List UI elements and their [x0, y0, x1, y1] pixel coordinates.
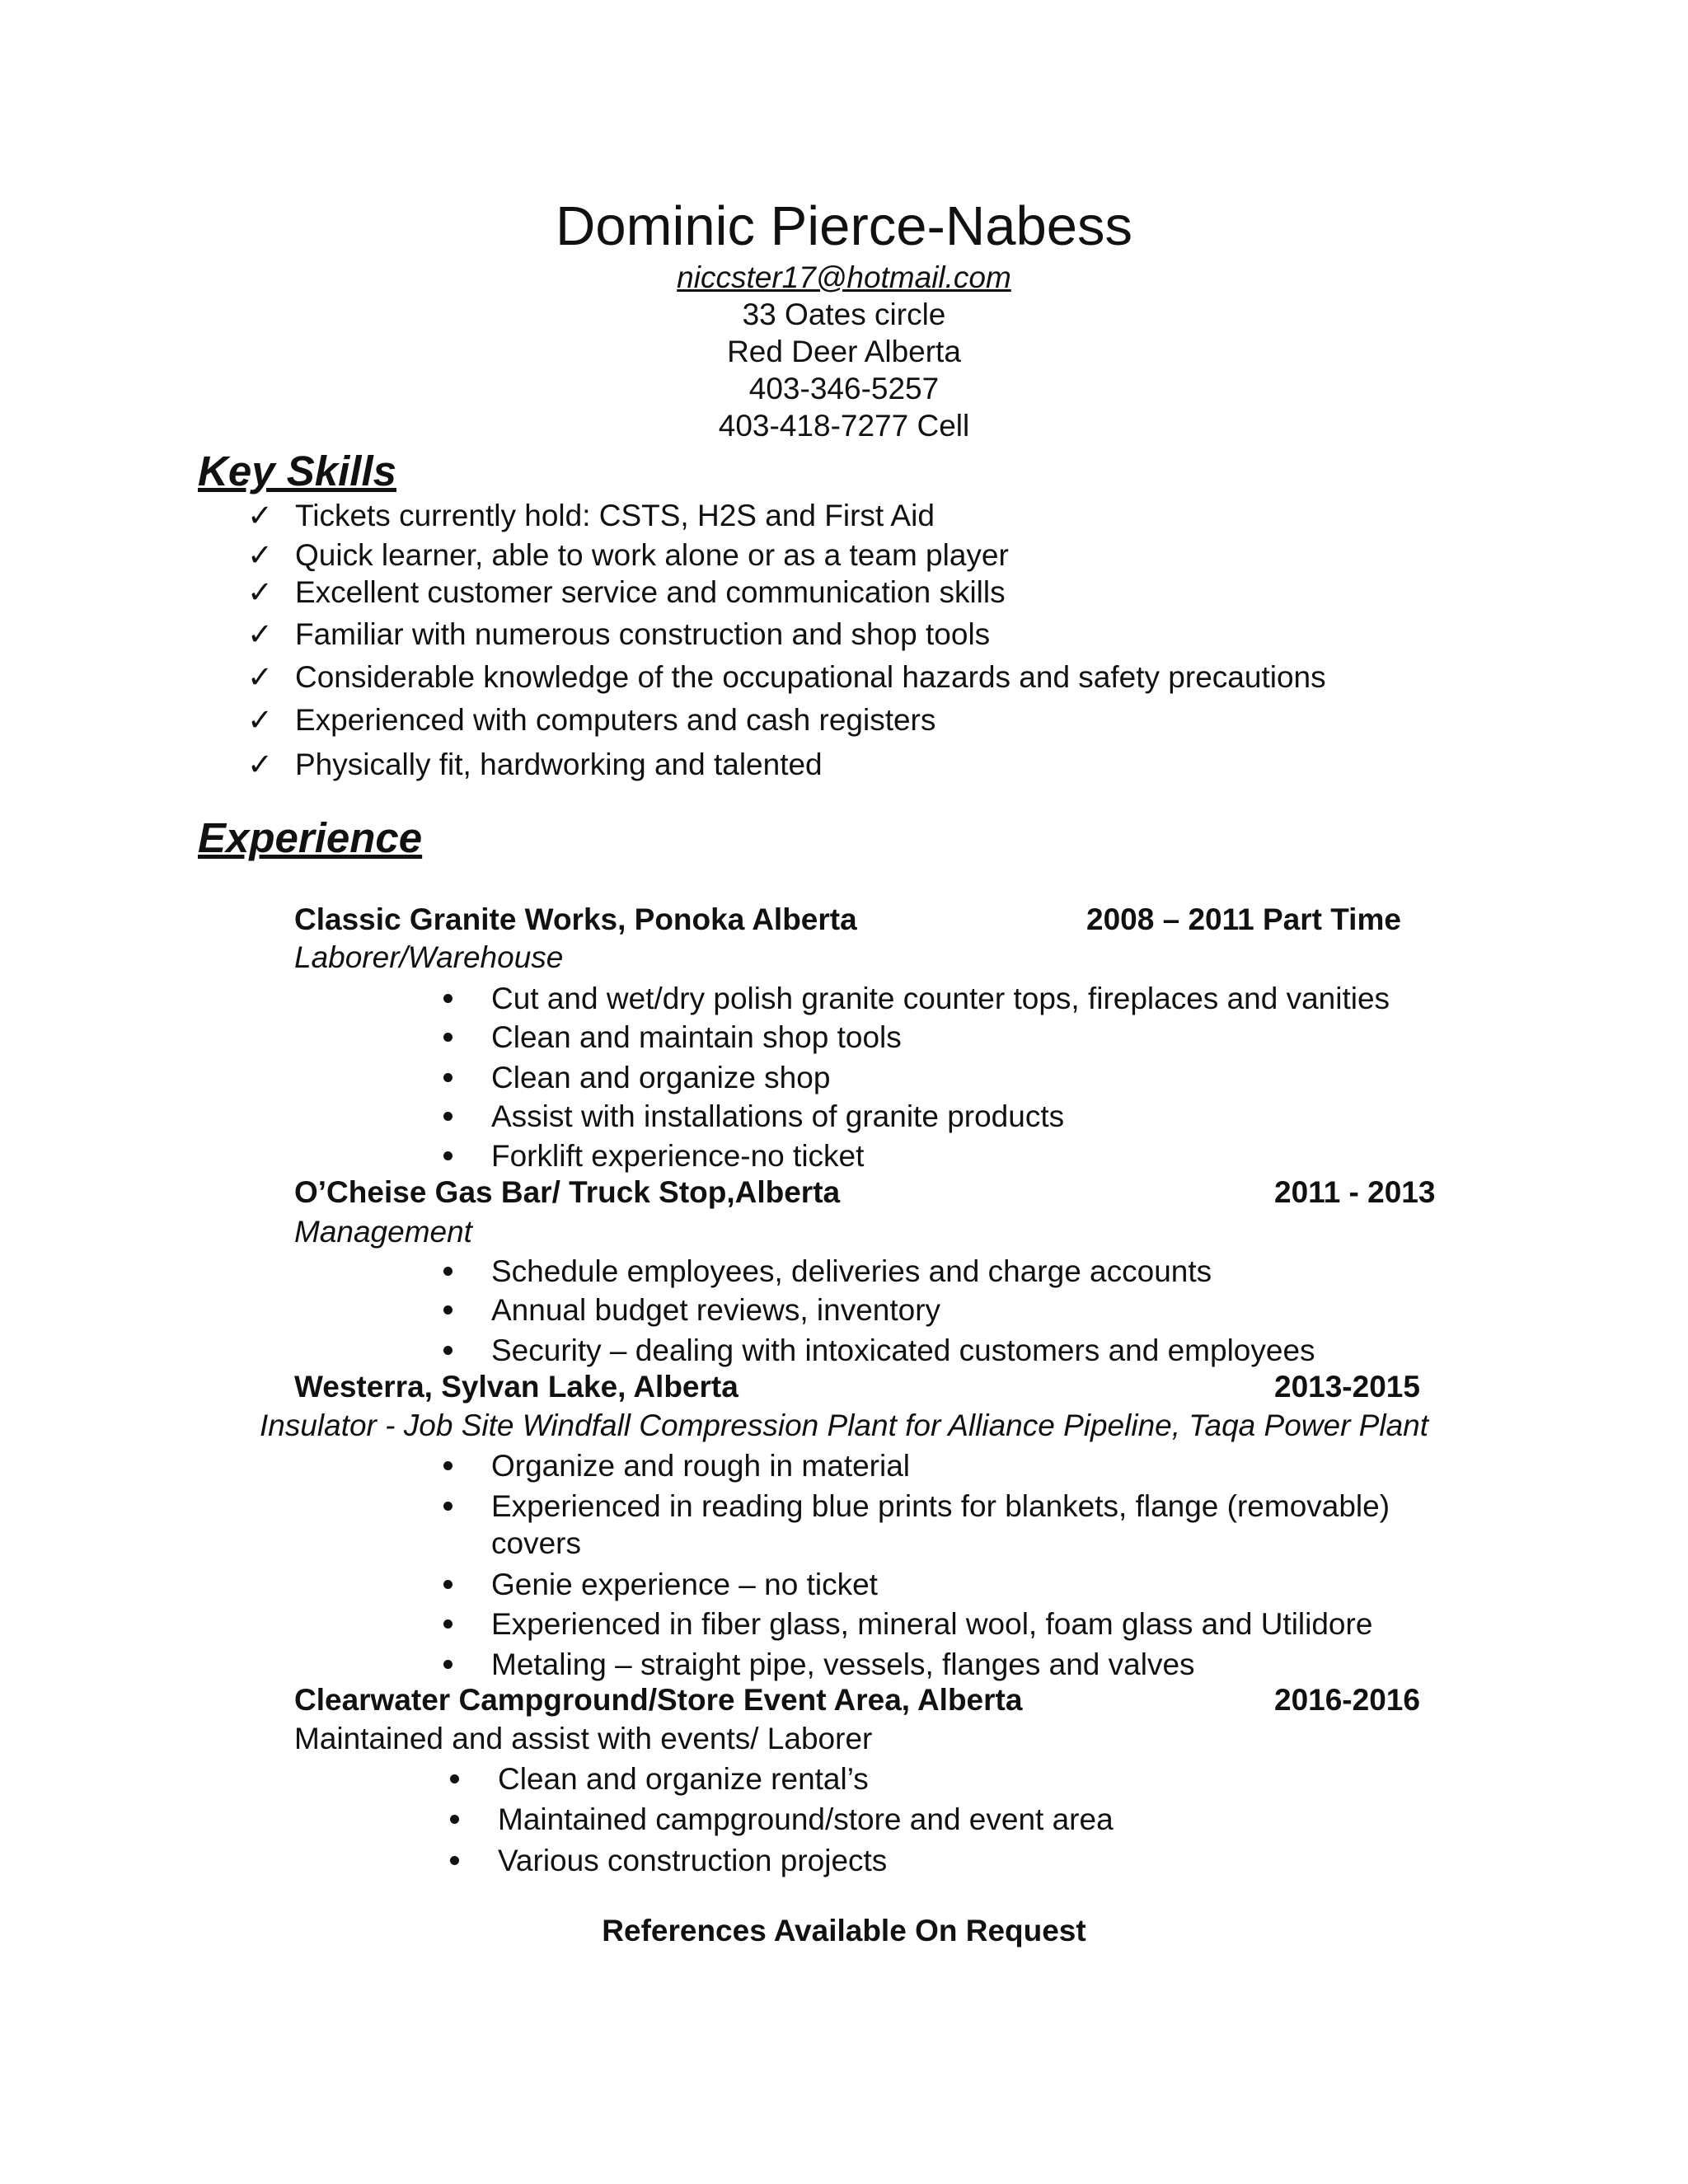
checkmark-icon: ✓ [247, 499, 274, 532]
job-employer: Westerra, Sylvan Lake, Alberta [294, 1370, 738, 1404]
key-skills-heading: Key Skills [198, 448, 396, 494]
duty-text: Maintained campground/store and event area [498, 1802, 1114, 1836]
checkmark-icon: ✓ [247, 617, 274, 651]
job-role: Insulator - Job Site Windfall Compression Plant for Alliance Pipeline, Taqa Power Plant [259, 1408, 1429, 1442]
job-employer: Classic Granite Works, Ponoka Alberta [294, 902, 857, 936]
address-line-1: 33 Oates circle [742, 298, 946, 331]
duty-text: Clean and maintain shop tools [491, 1020, 902, 1054]
references-note: References Available On Request [602, 1914, 1086, 1947]
skill-text: Excellent customer service and communication skills [295, 575, 1006, 609]
job-dates: 2011 - 2013 [1274, 1175, 1436, 1209]
bullet-icon [443, 1660, 452, 1669]
phone-number: 403-346-5257 [748, 372, 940, 405]
job-employer: O’Cheise Gas Bar/ Truck Stop,Alberta [294, 1175, 841, 1209]
duty-text: Assist with installations of granite products [491, 1099, 1065, 1133]
bullet-icon [443, 1502, 452, 1511]
checkmark-icon: ✓ [247, 703, 274, 737]
bullet-icon [443, 994, 452, 1003]
skill-text: Experienced with computers and cash registers [295, 703, 936, 737]
duty-text: Organize and rough in material [491, 1449, 911, 1483]
duty-text: Experienced in fiber glass, mineral wool, foam glass and Utilidore [491, 1607, 1373, 1641]
email-link[interactable]: niccster17@hotmail.com [677, 260, 1011, 294]
skill-text: Tickets currently hold: CSTS, H2S and First Aid [295, 499, 935, 532]
skill-text: Considerable knowledge of the occupational hazards and safety precautions [295, 660, 1326, 694]
bullet-icon [443, 1346, 452, 1355]
duty-text: Clean and organize shop [491, 1061, 831, 1094]
checkmark-icon: ✓ [247, 538, 274, 572]
cell-number: 403-418-7277 Cell [718, 409, 970, 443]
duty-text: Annual budget reviews, inventory [491, 1293, 941, 1327]
skill-text: Quick learner, able to work alone or as a team player [295, 538, 1009, 572]
duty-text: Various construction projects [498, 1844, 888, 1877]
email-line [0, 259, 1688, 296]
duty-text: Security – dealing with intoxicated customers and employees [491, 1333, 1315, 1367]
duty-text: Schedule employees, deliveries and charge accounts [491, 1254, 1212, 1288]
duty-text: Metaling – straight pipe, vessels, flanges and valves [491, 1647, 1195, 1681]
job-dates: 2016-2016 [1274, 1683, 1420, 1717]
duty-text: Experienced in reading blue prints for blankets, flange (removable) [491, 1489, 1390, 1523]
bullet-icon [443, 1580, 452, 1589]
candidate-name: Dominic Pierce-Nabess [556, 195, 1132, 257]
address-line-2: Red Deer Alberta [727, 335, 961, 368]
bullet-icon [450, 1856, 459, 1865]
job-role: Management [294, 1215, 472, 1249]
skill-text: Physically fit, hardworking and talented [295, 748, 823, 781]
job-employer: Clearwater Campground/Store Event Area, Alberta [294, 1683, 1023, 1717]
job-dates: 2013-2015 [1274, 1370, 1420, 1404]
bullet-icon [443, 1033, 452, 1042]
bullet-icon [450, 1774, 459, 1783]
duty-text: Cut and wet/dry polish granite counter tops, fireplaces and vanities [491, 982, 1390, 1015]
bullet-icon [443, 1151, 452, 1160]
checkmark-icon: ✓ [247, 748, 274, 781]
bullet-icon [443, 1619, 452, 1629]
duty-text: covers [491, 1526, 581, 1560]
bullet-icon [443, 1073, 452, 1082]
bullet-icon [443, 1461, 452, 1470]
bullet-icon [450, 1815, 459, 1824]
skill-text: Familiar with numerous construction and shop tools [295, 617, 991, 651]
duty-text: Genie experience – no ticket [491, 1568, 878, 1601]
checkmark-icon: ✓ [247, 575, 274, 609]
bullet-icon [443, 1305, 452, 1315]
job-role: Laborer/Warehouse [294, 940, 564, 974]
experience-heading: Experience [198, 814, 423, 861]
bullet-icon [443, 1112, 452, 1121]
checkmark-icon: ✓ [247, 660, 274, 694]
bullet-icon [443, 1267, 452, 1276]
duty-text: Forklift experience-no ticket [491, 1139, 865, 1173]
job-dates: 2008 – 2011 Part Time [1086, 902, 1401, 936]
duty-text: Clean and organize rental’s [498, 1762, 869, 1796]
job-role: Maintained and assist with events/ Laborer [294, 1722, 873, 1755]
